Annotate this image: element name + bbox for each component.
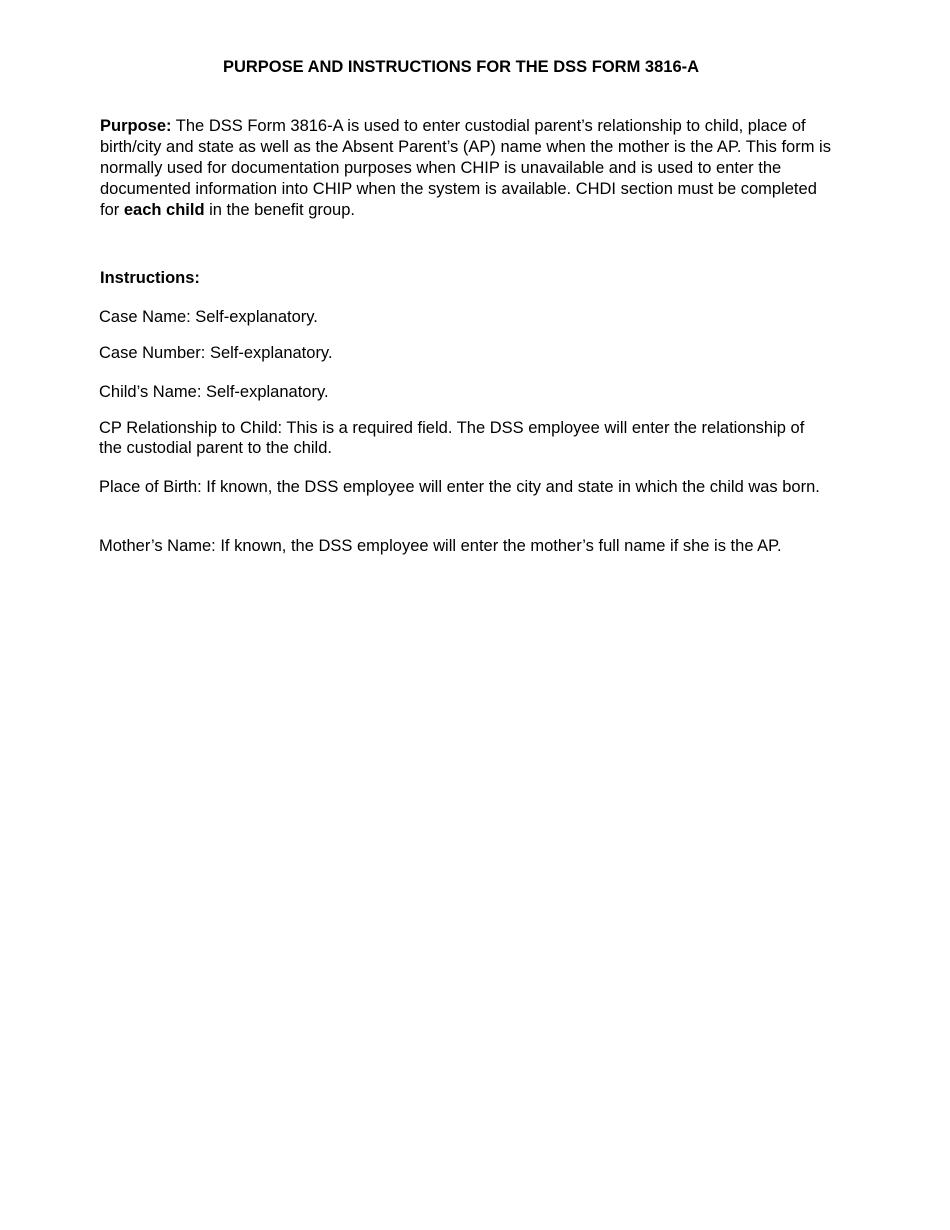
instruction-case-name: Case Name: Self-explanatory. [99,308,318,326]
instruction-childs-name: Child’s Name: Self-explanatory. [99,383,329,401]
instruction-mothers-name: Mother’s Name: If known, the DSS employee will enter the mother’s full name if she is the AP. [99,537,782,555]
document-title: PURPOSE AND INSTRUCTIONS FOR THE DSS FORM 3816-A [222,58,700,76]
instructions-heading: Instructions: [100,269,200,287]
instruction-case-number: Case Number: Self-explanatory. [99,344,333,362]
purpose-text-part1: The DSS Form 3816-A is used to enter custodial parent’s relationship to child, place of birth/city and state as well as the Absent Parent’s (AP) name when the mother is the AP. This form is normally used for documentation purposes when CHIP is unavailable and is used to enter the documented information into CHIP when the system is available. CHDI section must be completed for [100,117,831,219]
purpose-text-part2: in the benefit group. [204,201,355,219]
instruction-cp-relationship: CP Relationship to Child: This is a required field. The DSS employee will enter the relationship of the custodial parent to the child. [99,419,805,457]
instruction-place-of-birth: Place of Birth: If known, the DSS employee will enter the city and state in which the child was born. [99,478,820,496]
purpose-paragraph [100,116,835,221]
purpose-emphasis: each child [123,201,205,219]
purpose-label: Purpose: [100,117,172,135]
